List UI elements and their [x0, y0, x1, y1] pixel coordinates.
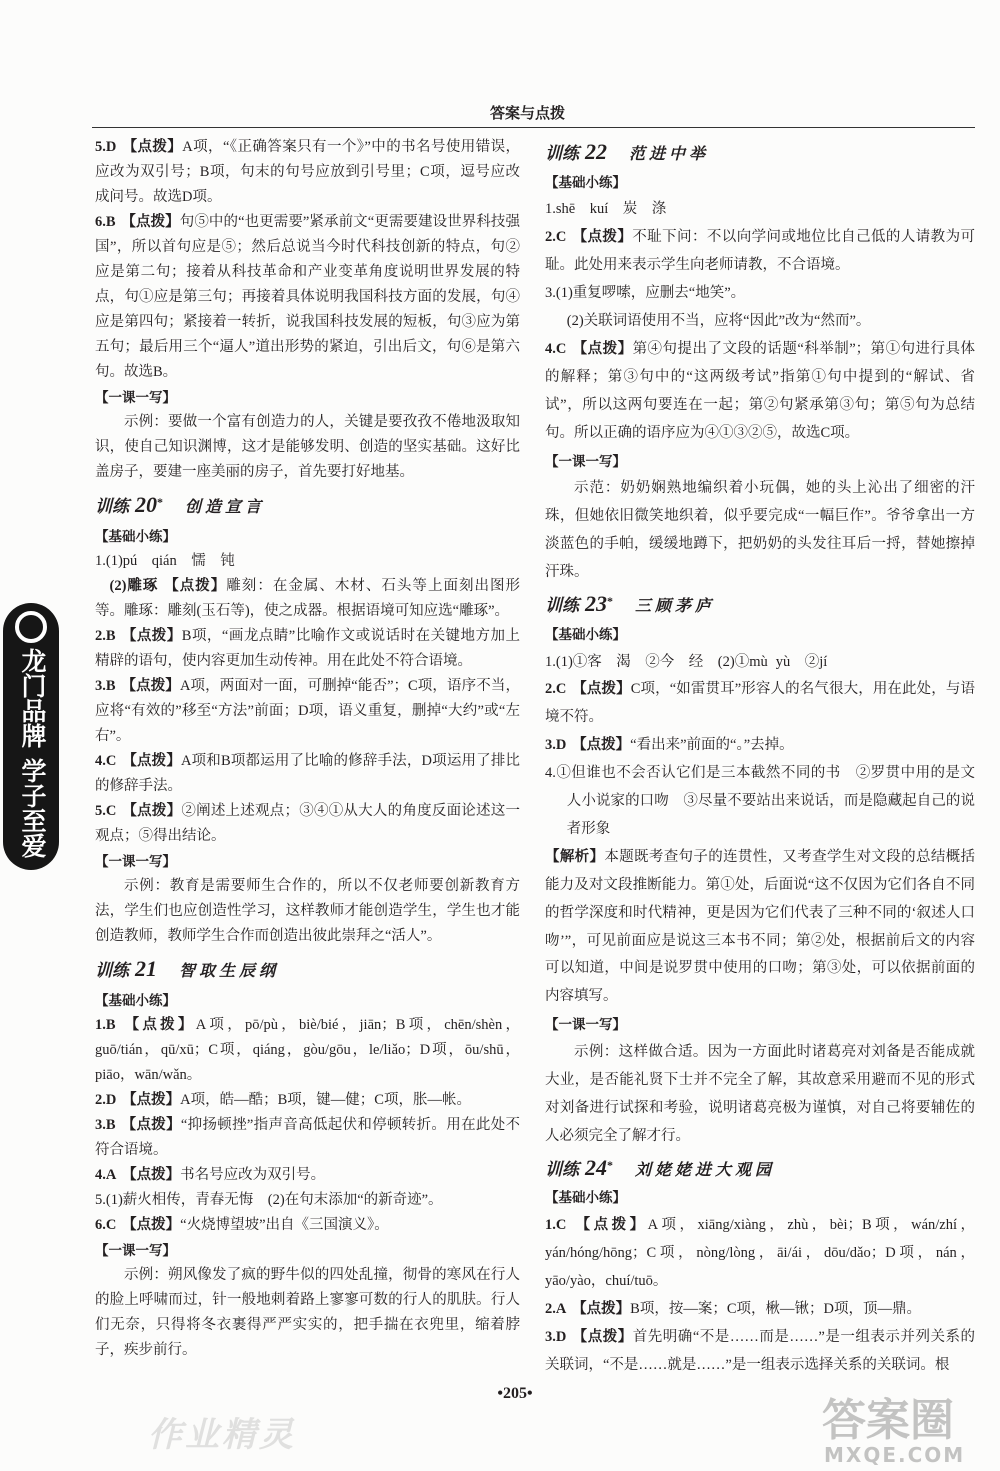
answer-item [95, 1163, 520, 1188]
exercise-mark: * [607, 1157, 613, 1172]
answer-item [95, 210, 520, 385]
answer-item [95, 624, 520, 674]
exercise-number: 20 [135, 492, 157, 517]
answer-number: 2.C [545, 681, 567, 698]
exercise-mark: * [607, 594, 613, 609]
example-paragraph: 示例：教育是需要师生合作的，所以不仅老师要创新教育方法，学生们也应创造性学习，这样教师才能创造学生，学生也才能创造教师，教师学生合作而创造出彼此崇拜之“活人”。 [95, 878, 520, 944]
answer-text: A项，两面对一面，可删掉“能否”；C项，语序不当，应将“有效的”移至“方法”前面；D项，语义重复，删掉“大约”或“左右”。 [95, 678, 521, 744]
answer-number: 4.C [95, 753, 117, 769]
watermark-bottom-left: 作业精灵 [148, 1417, 296, 1454]
analysis-text: 本题既考查句子的连贯性，又考查学生对文段的总结概括能力及对文段推断能力。第①处，后面说“这不仅因为它们各自不同的哲学深度和时代精神，更是因为它们代表了三种不同的‘叙述人口吻’”，可见前面应是说这三本书不同；第②处，根据前后文的内容可以知道，中间是说罗贯中使用的口吻；第③处，可以依据前面的内容填写。 [545, 848, 975, 1005]
answer-item [95, 799, 520, 849]
answer-line: 5.(1)薪火相传，青春无悔 (2)在句末添加“的新奇迹”。 [95, 1192, 443, 1208]
answer-item [95, 749, 520, 799]
page-number: •205• [497, 1385, 533, 1402]
answer-number: 3.D [545, 737, 567, 754]
answer-text: A项，“《正确答案只有一个》”中的书名号使用错误，应改为双引号；B项，句末的句号应放到引号里；C项，逗号应改成问号。故选D项。 [95, 139, 521, 205]
answer-number: 1.B [95, 1017, 116, 1033]
answer-text: B项，“画龙点睛”比喻作文或说话时在关键地方加上精辟的语句，使内容更加生动传神。用在此处不符合语境。 [95, 628, 521, 669]
section-label: 【一课一写】 [95, 390, 176, 405]
answer-item [95, 574, 520, 624]
example-paragraph: 示范：奶奶娴熟地编织着小玩偶，她的头上沁出了细密的汗珠，但她依旧微笑地织着，似乎要完成“一幅巨作”。爷爷拿出一方淡蓝色的手帕，缓缓地蹲下，把奶奶的头发往耳后一捋，替她擦掉汗珠。 [545, 480, 975, 581]
exercise-title: 三顾茅庐 [635, 598, 716, 616]
exercise-heading [95, 485, 520, 524]
hint-tag: 【点拨】 [121, 214, 180, 230]
hint-tag: 【点拨】 [121, 628, 182, 644]
answer-number: 3.B [95, 678, 116, 694]
answer-item [95, 674, 520, 749]
answer-text: A项，pō/pù，biè/bié，jiān；B项，chēn/shèn，guō/tián，qū/xū；C项，qiáng，gòu/gōu，le/liǎo；D项，ōu/shū，piāo，wān/wǎn。 [95, 1017, 520, 1083]
exercise-number: 22 [585, 139, 607, 164]
header-rule [92, 127, 975, 128]
section-label: 【基础小练】 [95, 993, 176, 1008]
hint-tag: 【点拨】 [122, 1217, 181, 1233]
answer-number: (2)雕琢 [109, 578, 159, 594]
exercise-title: 刘姥姥进大观园 [635, 1161, 776, 1179]
answer-item [545, 1212, 975, 1296]
answer-number: 5.C [95, 803, 117, 819]
hint-tag: 【点拨】 [122, 753, 181, 769]
hint-tag: 【点拨】 [122, 139, 183, 155]
exercise-number: 23 [585, 591, 607, 617]
hint-tag: 【点拨】 [572, 737, 631, 754]
exercise-heading [545, 587, 975, 621]
exercise-label: 训练 [95, 961, 129, 980]
answer-text: 第④句提出了文段的话题“科举制”；第①句进行具体的解释；第③句中的“这两级考试”指第①句中提到的“解试、省试”，所以这两句要连在一起；第②句紧承第③句；第⑤句为总结句。所以正确的语序应为④①③②⑤，故选C项。 [545, 340, 975, 441]
answer-number: 2.A [545, 1300, 567, 1317]
hint-tag: 【点拨】 [122, 803, 182, 819]
hint-tag: 【点拨】 [122, 1167, 181, 1183]
answer-text: A项，xiāng/xiàng，zhù，bèi；B项，wán/zhí，yán/hóng/hōng；C项，nòng/lòng，āi/ái，dōu/dǎo；D项，nán，yāo/yào，chuí/tuō。 [545, 1217, 975, 1290]
answer-text: A项和B项都运用了比喻的修辞手法，D项运用了排比的修辞手法。 [95, 753, 520, 794]
hint-tag: 【点拨】 [122, 1092, 181, 1108]
answer-text: “看出来”前面的“。”去掉。 [630, 737, 794, 754]
answer-item [95, 1213, 520, 1238]
analysis-item [545, 844, 975, 1011]
hint-tag: 【点拨】 [572, 1217, 648, 1234]
analysis-tag: 【解析】 [545, 848, 605, 865]
answer-text: 书名号应改为双引号。 [180, 1167, 326, 1183]
hint-tag: 【点拨】 [121, 678, 180, 694]
hint-tag: 【点拨】 [572, 1300, 631, 1317]
answer-item [95, 1113, 520, 1163]
exercise-title: 智取生辰纲 [179, 963, 280, 980]
answer-item [545, 676, 975, 732]
answer-text: B项，按—案；C项，楸—锹；D项，顶—鼎。 [630, 1300, 921, 1317]
exercise-title: 创造宣言 [185, 499, 266, 516]
hint-tag: 【点拨】 [572, 1328, 633, 1345]
answer-text: 首先明确“不是……而是……”是一组表示并列关系的关联词，“不是……就是……”是一组表示选择关系的关联词。根 [545, 1328, 975, 1373]
exercise-label: 训练 [545, 1159, 579, 1179]
answer-number: 4.C [545, 340, 567, 357]
answer-item [545, 1324, 975, 1380]
example-paragraph: 示例：要做一个富有创造力的人，关键是要孜孜不倦地汲取知识，使自己知识渊博，这才是能够发明、创造的坚实基础。这好比盖房子，要建一座美丽的房子，首先要打好地基。 [95, 414, 520, 480]
answer-item [545, 336, 975, 448]
answer-text: “火烧博望坡”出自《三国演义》。 [180, 1217, 389, 1233]
answer-number: 1.C [545, 1217, 567, 1234]
example-paragraph: 示例：朔风像发了疯的野牛似的四处乱撞，彻骨的寒风在行人的脸上呼啸而过，针一般地刺着路上寥寥可数的行人的肌肤。行人们无奈，只得将冬衣裹得严严实实的，把手揣在衣兜里，缩着脖子，疾步前行。 [95, 1267, 520, 1358]
answer-number: 2.D [95, 1092, 117, 1108]
answer-text: C项，“如雷贯耳”形容人的名气很大，用在此处，与语境不符。 [545, 681, 976, 726]
answer-item [545, 224, 975, 280]
hint-tag: 【点拨】 [572, 681, 631, 698]
brand-slogan: 学子至爱 [18, 758, 45, 858]
exercise-title: 范进中举 [629, 146, 710, 163]
hint-tag: 【点拨】 [121, 1117, 181, 1133]
answer-item [545, 1296, 975, 1324]
exercise-heading [95, 949, 520, 988]
answer-item [95, 1013, 520, 1088]
section-label: 【一课一写】 [95, 1243, 176, 1258]
answer-line: 1.(1)①客 渴 ②今 经 (2)①mù yù ②jí [545, 653, 828, 670]
answer-line: (2)关联词语使用不当，应将“因此”改为“然而”。 [566, 313, 871, 330]
exercise-label: 训练 [95, 497, 129, 516]
answer-number: 2.C [545, 229, 567, 246]
hint-tag: 【点拨】 [121, 1017, 196, 1033]
section-label: 【一课一写】 [545, 453, 626, 469]
answer-item [95, 1088, 520, 1113]
section-label: 【基础小练】 [545, 1190, 626, 1206]
watermark-url: MXQE.COM [824, 1443, 966, 1467]
section-label: 【基础小练】 [545, 626, 626, 642]
answer-text: 雕刻：在金属、木材、石头等上面刻出图形等。雕琢：雕刻(玉石等)，使之成器。根据语境可知应选“雕琢”。 [95, 578, 520, 619]
answer-line: 1.shē kuí 炭 涤 [545, 201, 667, 218]
exercise-mark: * [157, 495, 163, 510]
section-label: 【一课一写】 [545, 1017, 626, 1033]
exercise-heading [545, 135, 975, 169]
answer-text: “抑扬顿挫”指声音高低起伏和停顿转折。用在此处不符合语境。 [95, 1117, 521, 1158]
left-column [95, 135, 520, 1363]
section-label: 【基础小练】 [545, 174, 626, 190]
section-label: 【一课一写】 [95, 854, 176, 869]
answer-number: 6.C [95, 1217, 117, 1233]
brand-ring-icon [15, 611, 47, 643]
answer-item [95, 135, 520, 210]
example-paragraph: 示例：这样做合适。因为一方面此时诸葛亮对刘备是否能成就大业，是否能礼贤下士并不完全了解，其故意采用避而不见的形式对刘备进行试探和考验，说明诸葛亮极为谨慎，对自己将要辅佐的人必须完全了解才行。 [545, 1044, 975, 1144]
answer-number: 3.B [95, 1117, 116, 1133]
answer-number: 6.B [95, 214, 116, 230]
exercise-number: 24 [585, 1154, 607, 1180]
answer-number: 3.D [545, 1328, 567, 1345]
hint-tag: 【点拨】 [572, 340, 633, 357]
answer-text: 不耻下问：不以向学问或地位比自己低的人请教为可耻。此处用来表示学生向老师请教，不合语境。 [545, 229, 976, 274]
watermark-logo: 答案圈 [822, 1396, 954, 1445]
answer-text: 句⑤中的“也更需要”紧承前文“更需要建设世界科技强国”，所以首句应是⑤；然后总说当今时代科技创新的特点，句②应是第二句；接着从科技革命和产业变革角度说明世界发展的特点，句①应是第三句；再接着具体说明我国科技方面的发展，句④应是第四句；紧接着一转折，说我国科技发展的短板，句③应为第五句；最后用三个“逼人”道出形势的紧迫，引出后文，句⑥是第六句。故选B。 [95, 214, 520, 380]
answer-line: 1.(1)pú qián 懦 钝 [95, 553, 235, 569]
answer-line: 4.①但谁也不会否认它们是三本截然不同的书 ②罗贯中用的是文人小说家的口吻 ③尽量不要站出来说话，而是隐藏起自己的说者形象 [545, 765, 975, 837]
answer-text: ②阐述上述观点；③④①从大人的角度反面论述这一观点；⑤得出结论。 [95, 803, 521, 844]
exercise-number: 21 [135, 956, 157, 981]
answer-text: A项，皓—酷；B项，键—健；C项，胀—帐。 [180, 1092, 471, 1108]
exercise-label: 训练 [545, 596, 579, 616]
answer-number: 2.B [95, 628, 116, 644]
brand-name: 龙门品牌 [18, 648, 45, 748]
answer-item [545, 732, 975, 760]
exercise-label: 训练 [545, 144, 579, 163]
page-header-title: 答案与点拨 [489, 106, 565, 122]
answer-line: 3.(1)重复啰嗦，应删去“地笑”。 [545, 285, 746, 302]
section-label: 【基础小练】 [95, 529, 176, 544]
exercise-heading [545, 1151, 975, 1185]
answer-number: 5.D [95, 139, 117, 155]
answer-number: 4.A [95, 1167, 117, 1183]
hint-tag: 【点拨】 [572, 229, 633, 246]
hint-tag: 【点拨】 [164, 578, 227, 594]
right-column [545, 135, 975, 1380]
